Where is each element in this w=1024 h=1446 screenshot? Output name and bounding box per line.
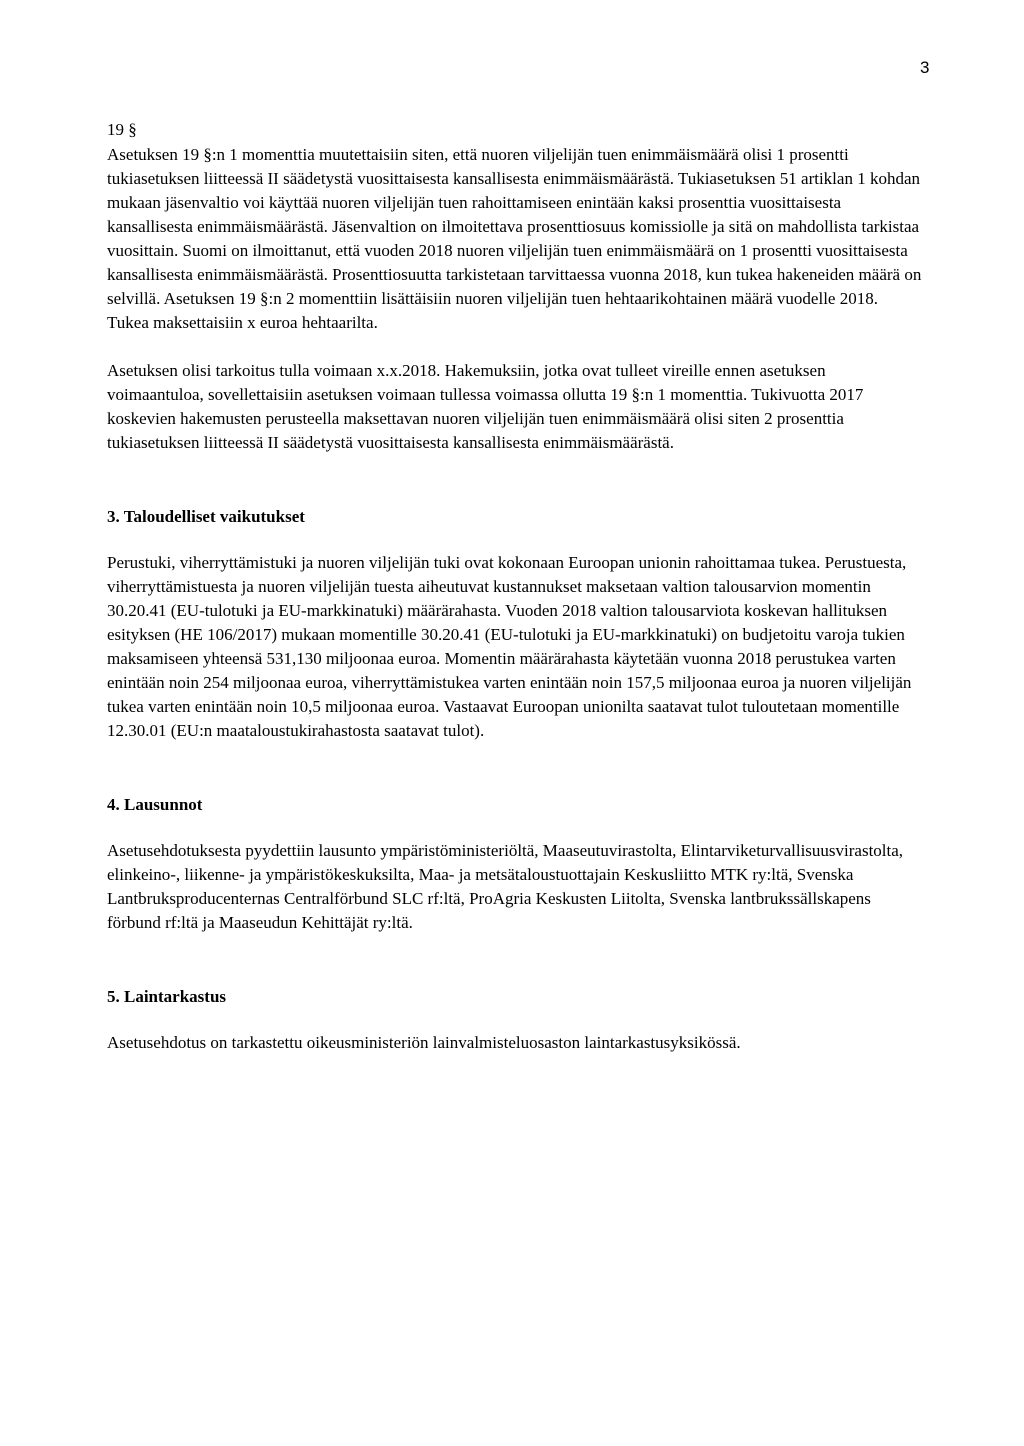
section-3-paragraph: Perustuki, viherryttämistuki ja nuoren viljelijän tuki ovat kokonaan Euroopan unionin rahoittamaa tukea. Perustuesta, viherryttämistuesta ja nuoren viljelijän tuesta aiheutuvat kustannukset maksetaan valtion talousarvion momentin 30.20.41 (EU-tulotuki ja EU-markkinatuki) määrärahasta. Vuoden 2018 valtion talousarviota koskevan hallituksen esityksen (HE 106/2017) mukaan momentille 30.20.41 (EU-tulotuki ja EU-markkinatuki) on budjetoitu varoja tukien maksamiseen yhteensä 531,130 miljoonaa euroa. Momentin määrärahasta käytetään vuonna 2018 perustukea varten enintään noin 254 miljoonaa euroa, viherryttämistukea varten enintään noin 157,5 miljoonaa euroa ja nuoren viljelijän tukea varten enintään noin 10,5 miljoonaa euroa. Vastaavat Euroopan unionilta saatavat tulot tuloutetaan momentille 12.30.01 (EU:n maataloustukirahastosta saatavat tulot).: [107, 553, 912, 740]
section-5-paragraph: Asetusehdotus on tarkastettu oikeusministeriön lainvalmisteluosaston laintarkastusyksikössä.: [107, 1033, 741, 1052]
section-19-paragraph-1: Asetuksen 19 §:n 1 momenttia muutettaisiin siten, että nuoren viljelijän tuen enimmäismäärä olisi 1 prosentti tukiasetuksen liitteessä II säädetystä vuosittaisesta kansallisesta enimmäismäärästä. Tukiasetuksen 51 artiklan 1 kohdan mukaan jäsenvaltio voi käyttää nuoren viljelijän tuen rahoittamiseen enintään kaksi prosenttia vuosittaisesta kansallisesta enimmäismäärästä. Jäsenvaltion on ilmoitettava prosenttiosuus komissiolle ja sitä on mahdollista tarkistaa vuosittain. Suomi on ilmoittanut, että vuoden 2018 nuoren viljelijän tuen enimmäismäärä on 1 prosentti vuosittaisesta kansallisesta enimmäismäärästä. Prosenttiosuutta tarkistetaan tarvittaessa vuonna 2018, kun tukea hakeneiden määrä on selvillä. Asetuksen 19 §:n 2 momenttiin lisättäisiin nuoren viljelijän tuen hehtaarikohtainen määrä vuodelle 2018. Tukea maksettaisiin x euroa hehtaarilta.: [107, 145, 922, 332]
document-body: [107, 117, 922, 1055]
section-3-heading: 3. Taloudelliset vaikutukset: [107, 507, 305, 526]
section-4-heading: 4. Lausunnot: [107, 795, 203, 814]
page-number: 3: [920, 58, 930, 77]
section-5-heading: 5. Laintarkastus: [107, 987, 227, 1006]
section-19-paragraph-2: Asetuksen olisi tarkoitus tulla voimaan x.x.2018. Hakemuksiin, jotka ovat tulleet vireille ennen asetuksen voimaantuloa, sovellettaisiin asetuksen voimaan tullessa voimassa ollutta 19 §:n 1 momenttia. Tukivuotta 2017 koskevien hakemusten perusteella maksettavan nuoren viljelijän tuen enimmäismäärä olisi siten 2 prosenttia tukiasetuksen liitteessä II säädetystä vuosittaisesta kansallisesta enimmäismäärästä.: [107, 361, 864, 452]
section-heading-19: 19 §: [107, 120, 137, 139]
section-4-paragraph: Asetusehdotuksesta pyydettiin lausunto ympäristöministeriöltä, Maaseutuvirastolta, Elintarviketurvallisuusvirastolta, elinkeino-, liikenne- ja ympäristökeskuksilta, Maa- ja metsätaloustuottajain Keskusliitto MTK ry:ltä, Svenska Lantbruksproducenternas Centralförbund SLC rf:ltä, ProAgria Keskusten Liitolta, Svenska lantbrukssällskapens förbund rf:ltä ja Maaseudun Kehittäjät ry:ltä.: [107, 841, 904, 932]
